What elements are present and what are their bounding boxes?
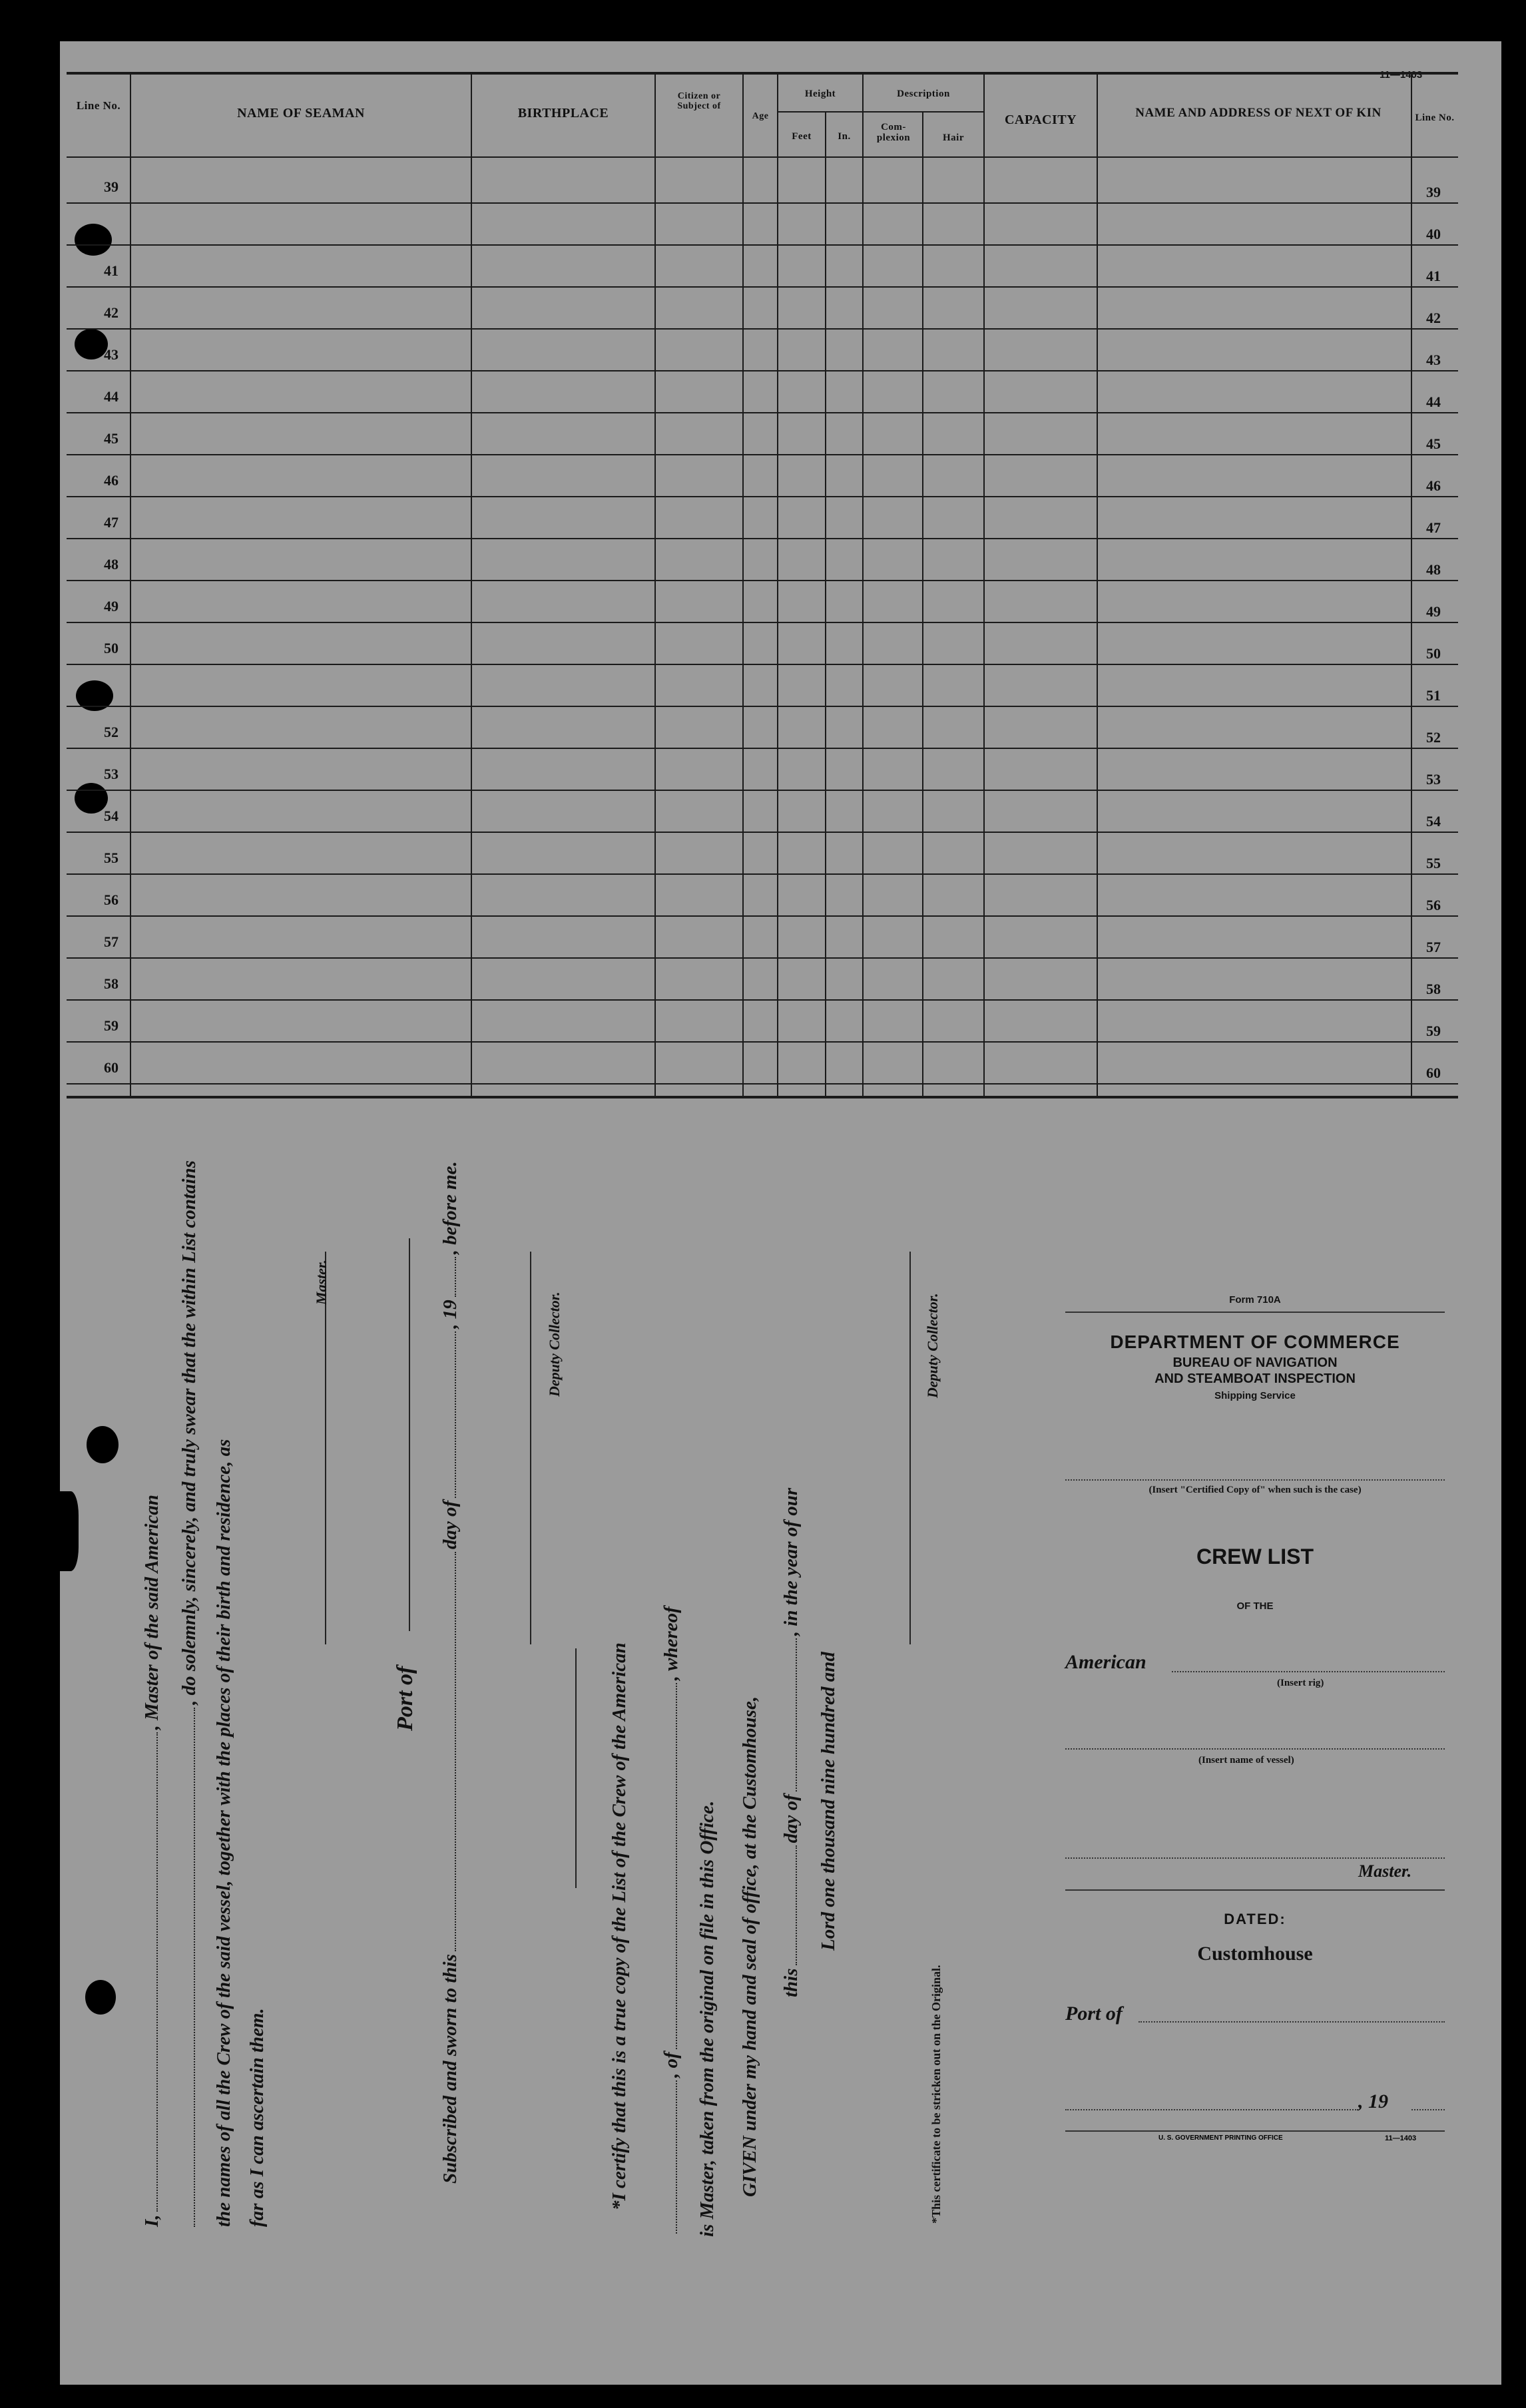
oath-line-1: I,, Master of the said American xyxy=(141,1495,162,2227)
bureau-line-2: AND STEAMBOAT INSPECTION xyxy=(1154,1371,1356,1386)
deputy-collector-label-1: Deputy Collector. xyxy=(546,1292,563,1397)
year-label: , 19 xyxy=(1358,2090,1388,2112)
table-grid xyxy=(67,72,1458,1100)
line-number-left: 52 xyxy=(104,724,119,740)
header-line-no: Line No. xyxy=(76,99,121,112)
lord-line: Lord one thousand nine hundred and xyxy=(818,1652,839,1951)
line-number-left: 43 xyxy=(104,346,119,363)
header-line-no-right: Line No. xyxy=(1415,113,1455,123)
header-description: Description xyxy=(897,89,950,99)
of-the: OF THE xyxy=(1236,1600,1274,1612)
line-number-right: 41 xyxy=(1426,268,1441,284)
line-number-left: 50 xyxy=(104,640,119,656)
line-number-left: 60 xyxy=(104,1059,119,1076)
certify-line-2: , of, whereof xyxy=(660,1606,682,2234)
insert-vessel-note: (Insert name of vessel) xyxy=(1198,1755,1294,1766)
line-number-right: 50 xyxy=(1426,645,1441,662)
american-label: American xyxy=(1065,1651,1146,1673)
line-number-left: 44 xyxy=(104,388,119,405)
line-number-right: 43 xyxy=(1426,352,1441,368)
form-master-label: Master. xyxy=(1358,1861,1412,1881)
given-line: GIVEN under my hand and seal of office, at the Customhouse, xyxy=(739,1696,760,2197)
line-number-right: 52 xyxy=(1426,729,1441,746)
line-number-left: 59 xyxy=(104,1017,119,1034)
certified-copy-line xyxy=(1065,1479,1445,1481)
master-line xyxy=(1065,1857,1445,1859)
form-code: 11—1403 xyxy=(1380,69,1423,81)
rule xyxy=(1065,1889,1445,1891)
line-number-left: 41 xyxy=(104,262,119,279)
master-label: Master. xyxy=(313,1260,330,1305)
punch-hole xyxy=(52,1491,79,1571)
shipping-service: Shipping Service xyxy=(1214,1390,1296,1401)
insert-rig-note: (Insert rig) xyxy=(1277,1678,1324,1688)
line-number-left: 54 xyxy=(104,808,119,824)
deputy-signature-line-2 xyxy=(909,1252,911,1644)
deputy-collector-label-2: Deputy Collector. xyxy=(924,1293,941,1398)
line-number-right: 54 xyxy=(1426,813,1441,830)
line-number-right: 53 xyxy=(1426,771,1441,788)
header-birthplace: BIRTHPLACE xyxy=(517,106,609,120)
form-number: Form 710A xyxy=(1229,1294,1281,1306)
rule xyxy=(1065,1312,1445,1313)
header-height: Height xyxy=(804,89,836,99)
line-number-left: 47 xyxy=(104,514,119,531)
line-number-right: 39 xyxy=(1426,184,1441,200)
certify-line-3: is Master, taken from the original on file in this Office. xyxy=(696,1800,718,2237)
bureau-line-1: BUREAU OF NAVIGATION xyxy=(1172,1355,1338,1370)
line-number-right: 55 xyxy=(1426,855,1441,871)
year-line xyxy=(1411,2109,1445,2110)
line-number-left: 45 xyxy=(104,430,119,447)
port-of-form-label: Port of xyxy=(1065,2003,1123,2025)
line-number-right: 47 xyxy=(1426,519,1441,536)
line-number-right: 45 xyxy=(1426,435,1441,452)
separator-line xyxy=(575,1648,577,1888)
form-code-bottom: 11—1403 xyxy=(1385,2134,1417,2142)
crew-table xyxy=(67,72,1458,1100)
date-line xyxy=(1065,2109,1358,2110)
line-number-left: 53 xyxy=(104,766,119,782)
port-line xyxy=(1139,2021,1445,2023)
line-number-right: 44 xyxy=(1426,393,1441,410)
certify-line-1: *I certify that this is a true copy of the List of the Crew of the American xyxy=(609,1642,630,2210)
punch-hole xyxy=(87,1426,119,1463)
line-number-right: 58 xyxy=(1426,981,1441,997)
header-age: Age xyxy=(752,111,769,121)
line-number-left: 56 xyxy=(104,891,119,908)
crew-list-title: CREW LIST xyxy=(1196,1545,1314,1568)
line-number-left: 57 xyxy=(104,933,119,950)
line-number-left: 39 xyxy=(104,178,119,195)
oath-line-4: far as I can ascertain them. xyxy=(246,2008,268,2227)
subscribed-line: Subscribed and sworn to thisday of, 19, before me. xyxy=(439,1161,461,2184)
punch-hole xyxy=(85,1980,116,2015)
line-number-right: 51 xyxy=(1426,687,1441,704)
line-number-right: 40 xyxy=(1426,226,1441,242)
header-hair: Hair xyxy=(943,132,964,143)
certified-copy-note: (Insert "Certified Copy of" when such is the case) xyxy=(1148,1485,1362,1495)
deputy-signature-line-1 xyxy=(530,1252,531,1644)
header-next-of-kin: NAME AND ADDRESS OF NEXT OF KIN xyxy=(1135,106,1382,120)
line-number-left: 58 xyxy=(104,975,119,992)
rig-line xyxy=(1172,1671,1445,1672)
vessel-name-line xyxy=(1065,1748,1445,1750)
line-number-left: 46 xyxy=(104,472,119,489)
printer-imprint: U. S. GOVERNMENT PRINTING OFFICE xyxy=(1158,2134,1283,2142)
department-title: DEPARTMENT OF COMMERCE xyxy=(1110,1331,1400,1352)
header-name-of-seaman: NAME OF SEAMAN xyxy=(237,106,365,120)
header-citizen: Citizen or Subject of xyxy=(677,91,721,111)
header-complexion: Com- plexion xyxy=(876,122,911,143)
oath-line-3: the names of all the Crew of the said vessel, together with the places of their birth and residence, as xyxy=(213,1439,234,2227)
line-number-left: 42 xyxy=(104,304,119,321)
line-number-right: 59 xyxy=(1426,1023,1441,1039)
line-number-right: 49 xyxy=(1426,603,1441,620)
line-number-left: 49 xyxy=(104,598,119,614)
port-of-label: Port of xyxy=(393,1666,417,1731)
rule xyxy=(1065,2130,1445,2132)
line-number-right: 57 xyxy=(1426,939,1441,955)
oath-line-2: , do solemnly, sincerely, and truly swear that the within List contains xyxy=(178,1160,200,2227)
this-day-line: thisday of, in the year of our xyxy=(780,1487,802,1997)
dated-label: DATED: xyxy=(1224,1911,1286,1927)
line-number-right: 42 xyxy=(1426,310,1441,326)
line-number-left: 48 xyxy=(104,556,119,573)
footnote: *This certificate to be stricken out on the Original. xyxy=(929,1965,943,2224)
header-inches: In. xyxy=(838,131,851,142)
line-number-right: 48 xyxy=(1426,561,1441,578)
line-number-right: 46 xyxy=(1426,477,1441,494)
line-number-right: 56 xyxy=(1426,897,1441,913)
port-of-line xyxy=(409,1238,410,1631)
customhouse-label: Customhouse xyxy=(1197,1943,1313,1965)
header-capacity: CAPACITY xyxy=(1004,113,1077,127)
master-signature-line xyxy=(325,1252,326,1644)
header-feet: Feet xyxy=(792,131,812,142)
line-number-left: 55 xyxy=(104,849,119,866)
line-number-right: 60 xyxy=(1426,1065,1441,1081)
